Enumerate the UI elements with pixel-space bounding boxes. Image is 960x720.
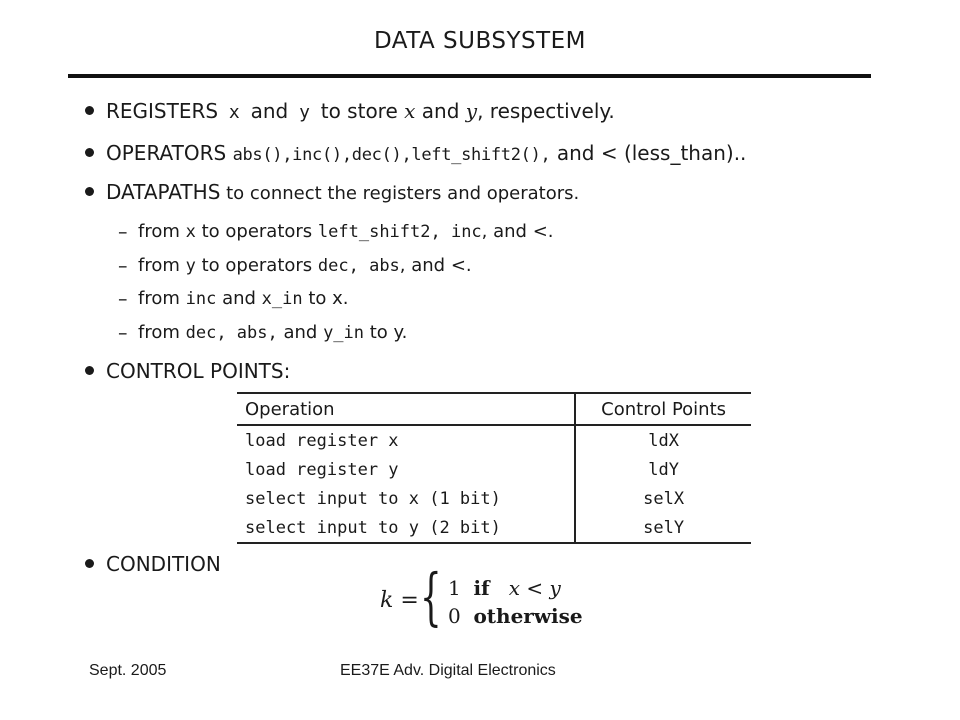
datapaths-heading: DATAPATHS: [106, 180, 221, 204]
datapath-text: to y.: [364, 322, 408, 343]
datapath-text: from: [138, 255, 186, 276]
datapath-code: dec, abs,: [185, 323, 278, 343]
datapath-code: dec, abs: [317, 256, 400, 276]
bullet-operators-text: [106, 139, 746, 169]
bullet-dot-icon: [85, 148, 94, 157]
bullet-dot-icon: [85, 559, 94, 568]
datapath-code: y_in: [323, 323, 365, 343]
table-row: [237, 425, 751, 455]
footer-date: Sept. 2005: [89, 662, 167, 679]
table-header-operation: Operation: [237, 393, 575, 425]
bullet-registers-text: [106, 97, 615, 127]
table-header-row: [237, 393, 751, 425]
equation-lhs: [380, 588, 419, 613]
register-y-code: y: [288, 102, 321, 123]
page-title: DATA SUBSYSTEM: [373, 28, 587, 54]
case-1-keyword: if: [473, 576, 490, 600]
datapaths-tail-text: to connect the registers and operators.: [220, 183, 580, 204]
bullet-datapaths-text: [106, 178, 579, 208]
datapath-item-text: [138, 219, 554, 245]
table-row: [237, 484, 751, 513]
datapath-text: to operators: [195, 221, 318, 242]
table-cell-control-point: selY: [575, 513, 751, 543]
condition-heading: CONDITION: [106, 552, 221, 576]
datapath-code: inc: [185, 289, 217, 309]
datapath-text: , and <.: [481, 221, 554, 242]
datapath-item-text: [138, 286, 349, 312]
datapath-text: to x.: [302, 288, 349, 309]
dash-icon: –: [118, 221, 128, 243]
case-2-keyword: otherwise: [473, 604, 583, 628]
datapath-text: and: [216, 288, 262, 309]
table-cell-control-point: ldY: [575, 455, 751, 484]
operators-tail-text: and < (less_than)..: [550, 141, 747, 165]
datapath-text: from: [138, 288, 186, 309]
registers-tail-text: , respectively.: [477, 99, 615, 123]
table-cell-operation: select input to x (1 bit): [245, 488, 501, 509]
condition-equation: [380, 560, 620, 640]
bullet-dot-icon: [85, 106, 94, 115]
datapath-text: from: [138, 322, 186, 343]
footer-course: EE37E Adv. Digital Electronics: [340, 662, 556, 679]
table-cell-operation: select input to y (2 bit): [245, 517, 501, 538]
registers-and2-text: and: [415, 99, 466, 123]
register-x-code: x: [218, 102, 251, 123]
bullet-control-points-text: [106, 357, 290, 385]
case-2-value: 0: [448, 604, 461, 628]
table-cell-control-point: ldX: [575, 425, 751, 455]
operators-heading: OPERATORS: [106, 141, 233, 165]
registers-to-store-text: to store: [320, 99, 405, 123]
math-y: y: [465, 99, 478, 123]
equation-lhs-text: k =: [380, 588, 419, 613]
table-header-control-points: Control Points: [575, 393, 751, 425]
operators-code: abs(),inc(),dec(),left_shift2(),: [232, 145, 551, 165]
datapath-item-text: [138, 253, 472, 279]
bullet-dot-icon: [85, 366, 94, 375]
control-points-heading: CONTROL POINTS: [106, 359, 284, 383]
table-row: [237, 455, 751, 484]
datapath-text: from: [138, 221, 186, 242]
datapath-code: x_in: [261, 289, 303, 309]
datapath-text: , and <.: [399, 255, 472, 276]
table-cell-operation: load register x: [245, 430, 399, 451]
table-cell-control-point: selX: [575, 484, 751, 513]
dash-icon: –: [118, 255, 128, 277]
datapath-text: and: [277, 322, 324, 343]
case-1-condition: x < y: [508, 576, 561, 600]
control-points-table: [237, 392, 751, 544]
registers-and-text: and: [250, 99, 289, 123]
dash-icon: –: [118, 322, 128, 344]
table-row: [237, 513, 751, 543]
datapath-code: y: [185, 256, 196, 276]
dash-icon: –: [118, 288, 128, 310]
equation-case-2: [448, 604, 583, 628]
case-1-value: 1: [448, 576, 461, 600]
control-points-colon: :: [283, 359, 291, 383]
equation-brace: {: [420, 560, 442, 633]
bullet-dot-icon: [85, 187, 94, 196]
equation-case-1: [448, 576, 561, 600]
math-x: x: [404, 99, 416, 123]
title-divider: [68, 74, 871, 78]
registers-heading: REGISTERS: [106, 99, 219, 123]
datapath-code: left_shift2, inc: [317, 222, 482, 242]
datapath-code: x: [185, 222, 196, 242]
datapath-item-text: [138, 320, 407, 346]
table-cell-operation: load register y: [245, 459, 399, 480]
datapath-text: to operators: [195, 255, 318, 276]
